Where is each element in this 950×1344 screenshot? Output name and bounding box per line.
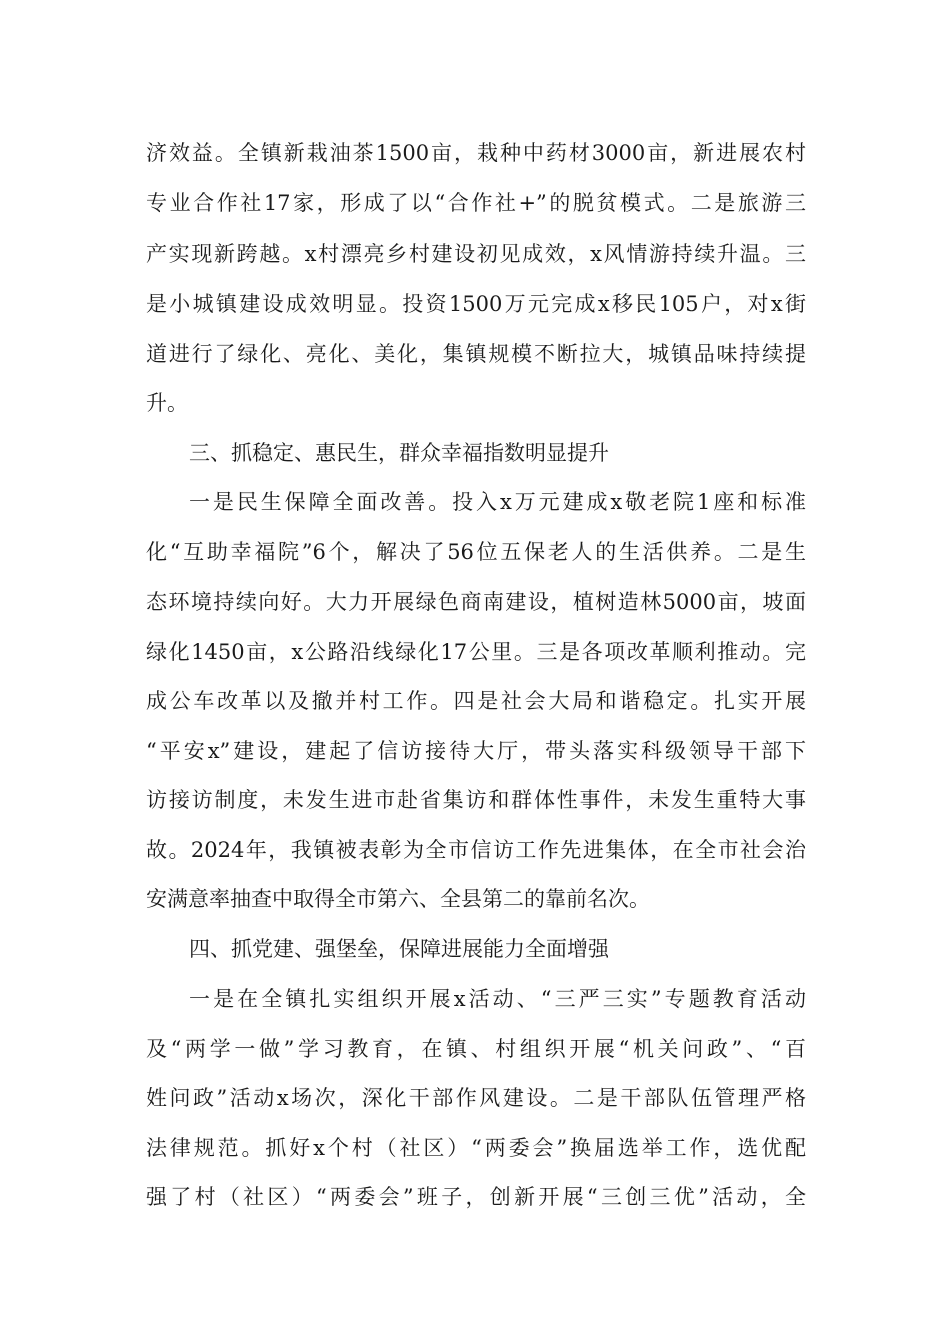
section-heading: 三、抓稳定、惠民生，群众幸福指数明显提升 — [189, 441, 609, 465]
text-line: 故。2024年，我镇被表彰为全市信访工作先进集体，在全市社会治 — [146, 838, 806, 862]
text-line: 化“互助幸福院”6个，解决了56位五保老人的生活供养。二是生 — [146, 540, 806, 564]
text-line: 一是在全镇扎实组织开展x活动、“三严三实”专题教育活动 — [189, 987, 806, 1011]
text-line: 成公车改革以及撤并村工作。四是社会大局和谐稳定。扎实开展 — [146, 689, 806, 713]
text-line: 强了村（社区）“两委会”班子，创新开展“三创三优”活动，全 — [146, 1185, 806, 1209]
text-line: 法律规范。抓好x个村（社区）“两委会”换届选举工作，选优配 — [146, 1136, 806, 1160]
text-line: 升。 — [146, 391, 188, 415]
text-line: 产实现新跨越。x村漂亮乡村建设初见成效，x风情游持续升温。三 — [146, 242, 806, 266]
text-line: 绿化1450亩，x公路沿线绿化17公里。三是各项改革顺利推动。完 — [146, 640, 806, 664]
text-line: 是小城镇建设成效明显。投资1500万元完成x移民105户，对x街 — [146, 292, 806, 316]
text-line: 访接访制度，未发生进市赴省集访和群体性事件，未发生重特大事 — [146, 788, 806, 812]
text-line: 安满意率抽查中取得全市第六、全县第二的靠前名次。 — [146, 887, 650, 911]
section-heading: 四、抓党建、强堡垒，保障进展能力全面增强 — [189, 937, 609, 961]
text-line: 及“两学一做”学习教育，在镇、村组织开展“机关问政”、“百 — [146, 1037, 806, 1061]
text-line: 态环境持续向好。大力开展绿色商南建设，植树造林5000亩，坡面 — [146, 590, 806, 614]
text-line: 济效益。全镇新栽油茶1500亩，栽种中药材3000亩，新进展农村 — [146, 141, 806, 165]
text-line: “平安x”建设，建起了信访接待大厅，带头落实科级领导干部下 — [146, 739, 806, 763]
text-line: 一是民生保障全面改善。投入x万元建成x敬老院1座和标准 — [189, 490, 806, 514]
text-line: 姓问政”活动x场次，深化干部作风建设。二是干部队伍管理严格 — [146, 1086, 806, 1110]
text-line: 专业合作社17家，形成了以“合作社+”的脱贫模式。二是旅游三 — [146, 191, 806, 215]
text-line: 道进行了绿化、亮化、美化，集镇规模不断拉大，城镇品味持续提 — [146, 342, 806, 366]
